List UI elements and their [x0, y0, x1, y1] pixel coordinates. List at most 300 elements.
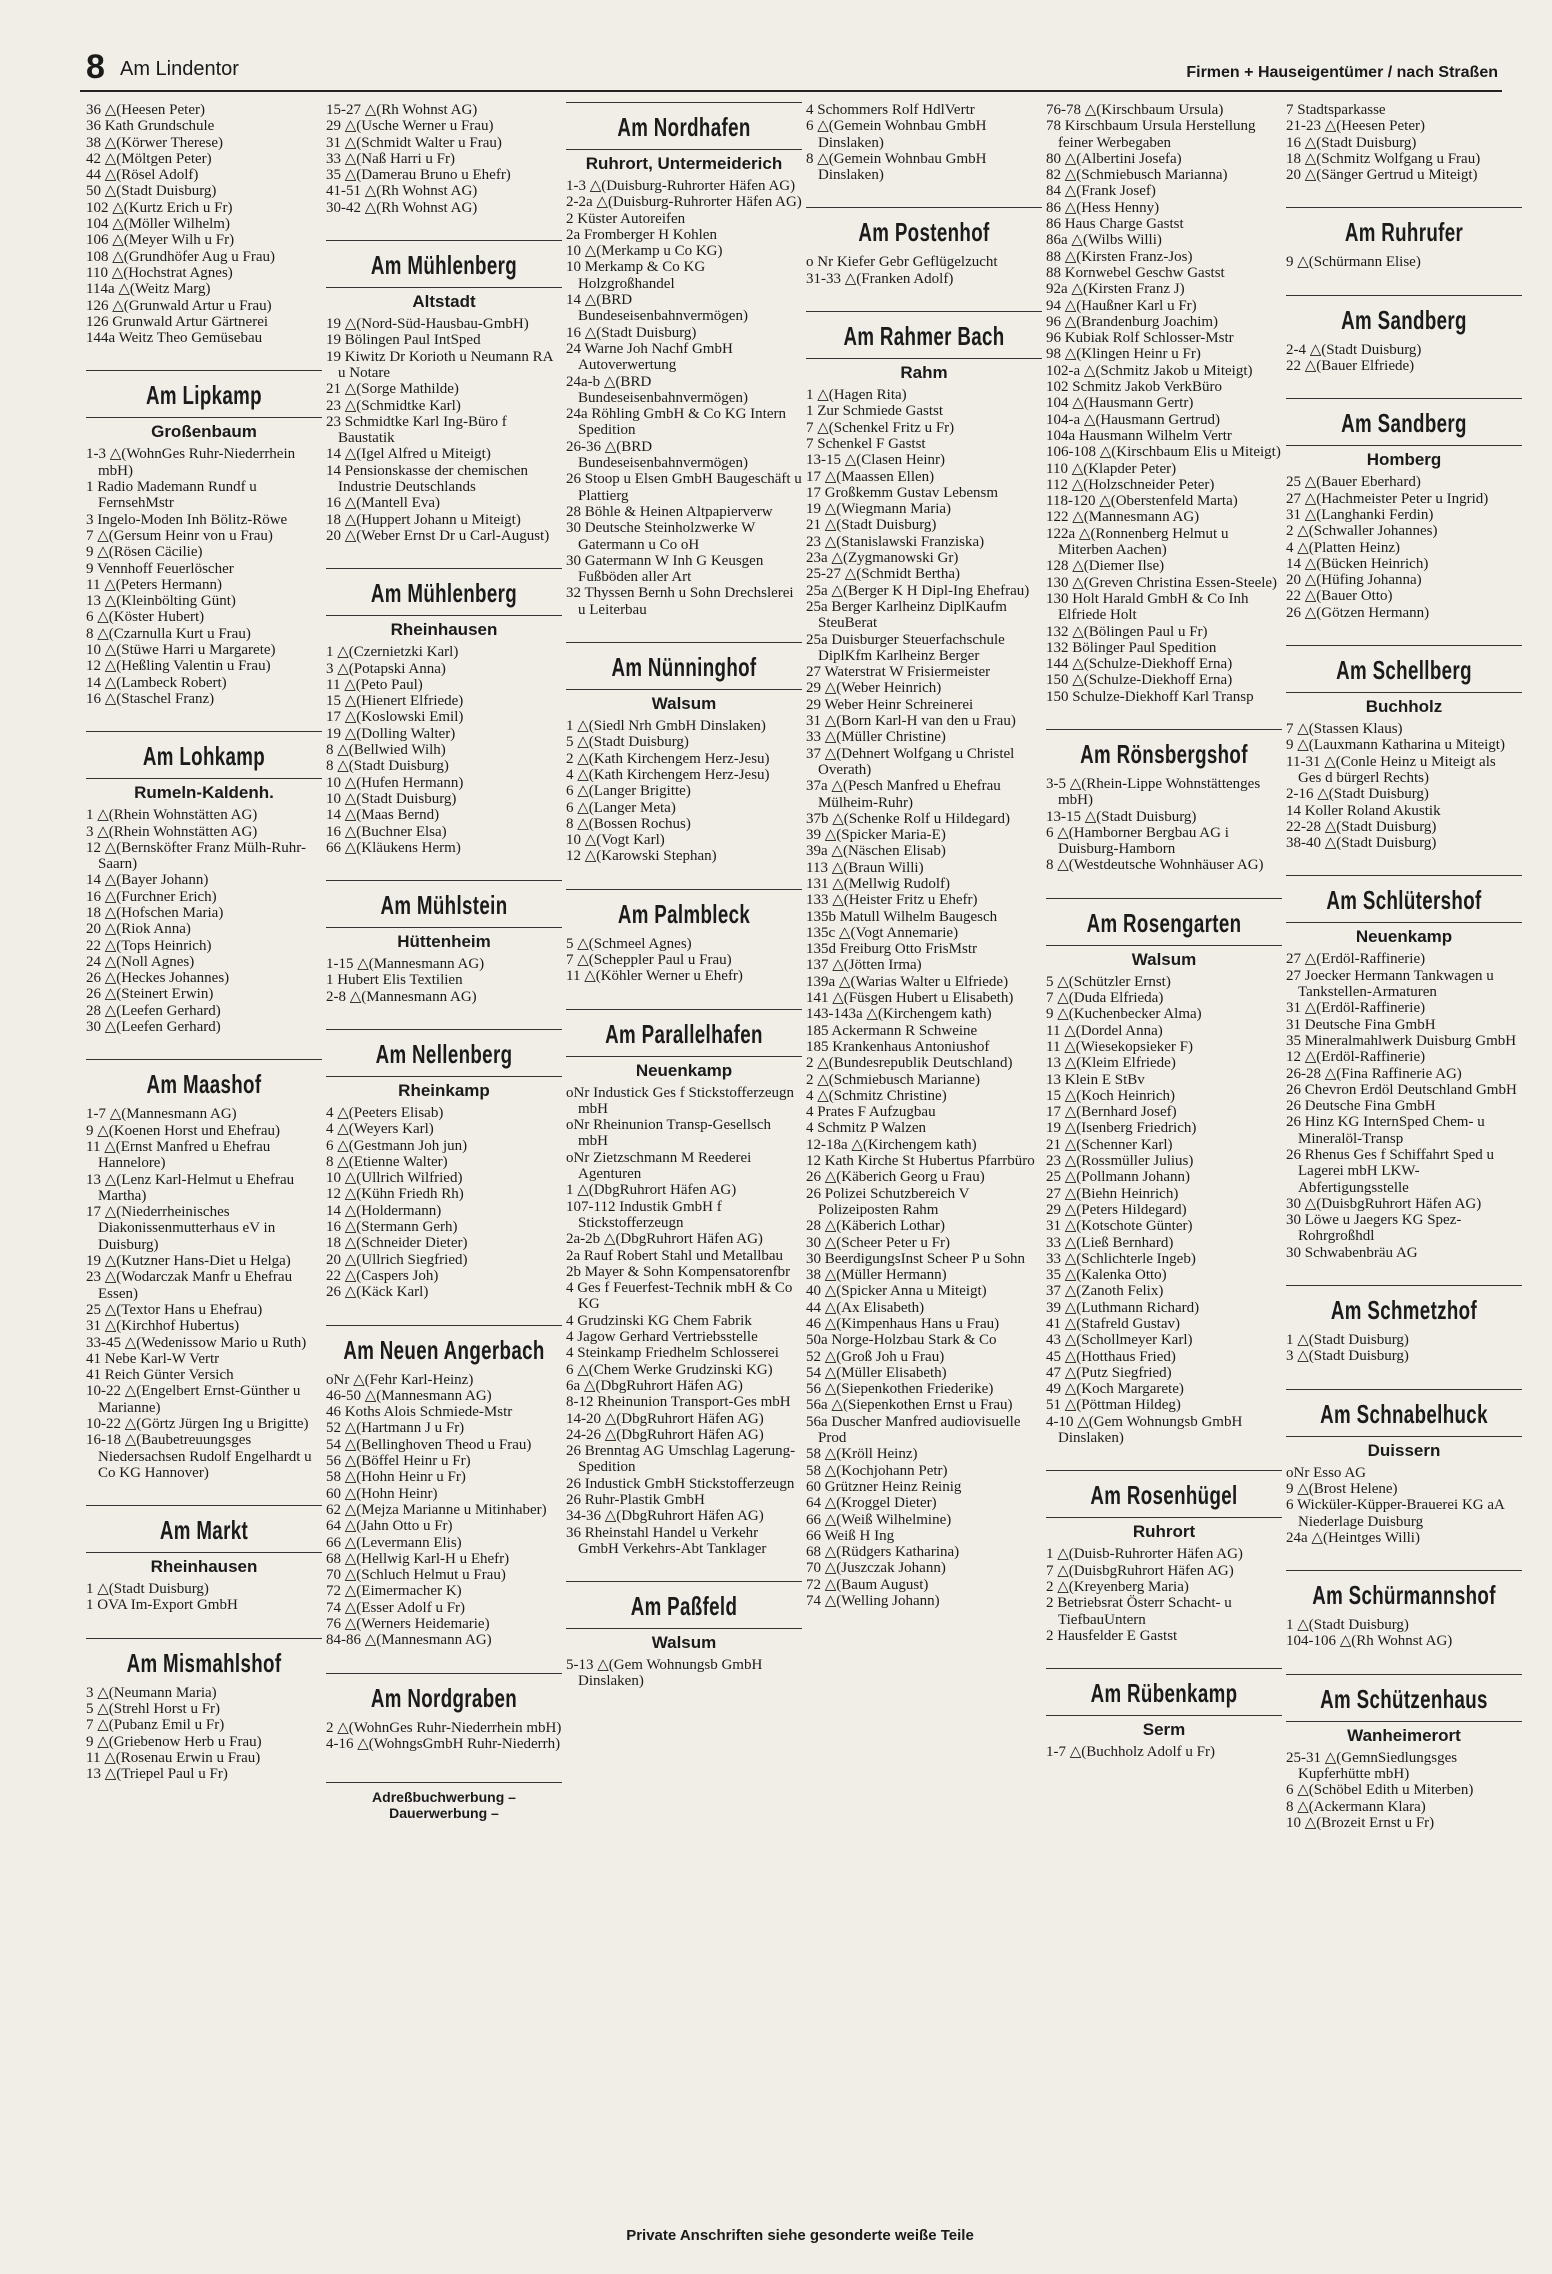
directory-entry: 39 △(Luthmann Richard): [1046, 1299, 1200, 1316]
directory-entry: 13 △(Lenz Karl-Helmut u Ehefrau Martha): [86, 1171, 295, 1204]
directory-entry: 66 Weiß H Ing: [806, 1527, 895, 1544]
directory-entry: 25-27 △(Schmidt Bertha): [806, 566, 961, 583]
directory-entry: 36 Kath Grundschule: [86, 118, 215, 135]
directory-entry: 9 Vennhoff Feuerlöscher: [86, 560, 234, 577]
directory-entry: 104-a △(Hausmann Gertrud): [1046, 411, 1220, 428]
directory-entry: 56a Duscher Manfred audiovisuelle Prod: [806, 1413, 1021, 1447]
directory-entry: 19 △(Dolling Walter): [326, 725, 456, 742]
directory-entry: 5 △(Schützler Ernst): [1046, 973, 1171, 990]
directory-entry: 3 △(Rhein Wohnstätten AG): [86, 823, 258, 840]
directory-entry: 26 Brenntag AG Umschlag Lagerung-Spedition: [566, 1443, 796, 1476]
directory-entry: 66 △(Levermann Elis): [326, 1534, 462, 1551]
directory-entry: 58 △(Kochjohann Petr): [806, 1462, 948, 1479]
directory-entry: 68 △(Hellwig Karl-H u Ehefr): [326, 1550, 510, 1567]
directory-entry: 1 △(Czernietzki Karl): [326, 644, 459, 661]
directory-entry: 30 Löwe u Jaegers KG Spez-Rohrgroßhdl: [1286, 1212, 1462, 1245]
street-block: [86, 1638, 322, 1783]
directory-entry: 4 Grudzinski KG Chem Fabrik: [566, 1312, 752, 1329]
directory-entry: 133 △(Heister Fritz u Ehefr): [806, 892, 978, 909]
directory-entry: 86 △(Hess Henny): [1046, 199, 1160, 216]
directory-entry: 137 △(Jötten Irma): [806, 957, 922, 974]
directory-entry: 108 △(Grundhöfer Aug u Frau): [86, 248, 276, 265]
directory-entry: 7 △(DuisbgRuhrort Häfen AG): [1046, 1562, 1234, 1579]
directory-entry: 130 △(Greven Christina Essen-Steele): [1046, 574, 1278, 591]
directory-entry: 12-18a △(Kirchengem kath): [806, 1136, 977, 1153]
directory-entry: 2 △(Schmiebusch Marianne): [806, 1071, 980, 1088]
column-2: [326, 102, 562, 2252]
directory-entry: 80 △(Albertini Josefa): [1046, 150, 1182, 167]
street-block: [1286, 398, 1522, 621]
street-title: Am Parallelhafen: [605, 1018, 763, 1049]
directory-entry: 16 △(Stadt Duisburg): [1286, 134, 1417, 151]
directory-entry: 26 Deutsche Fina GmbH: [1286, 1098, 1436, 1115]
directory-entry: oNr Zietzschmann M Reederei Agenturen: [566, 1149, 752, 1183]
directory-entry: 54 △(Bellinghoven Theod u Frau): [326, 1436, 532, 1453]
street-title: Am Lipkamp: [146, 380, 262, 411]
directory-entry: 9 △(Brost Helene): [1286, 1480, 1398, 1497]
street-title: Am Nordhafen: [617, 112, 751, 142]
street-title: Am Paßfeld: [630, 1591, 738, 1622]
directory-entry: 86 Haus Charge Gastst: [1046, 216, 1184, 233]
directory-entry: 20 △(Hüfing Johanna): [1286, 572, 1422, 589]
street-block: [326, 102, 562, 216]
directory-entry: 20 △(Sänger Gertrud u Miteigt): [1286, 167, 1478, 184]
directory-entry: 66 △(Kläukens Herm): [326, 839, 461, 856]
street-block: [566, 642, 802, 865]
street-title: Am Nünninghof: [611, 652, 757, 683]
directory-entry: 2b Mayer & Sohn Kompensatorenfbr: [566, 1263, 791, 1280]
street-title: Am Rübenkamp: [1090, 1678, 1238, 1709]
directory-entry: 8 △(Stadt Duisburg): [326, 758, 449, 775]
directory-entry: 37 △(Dehnert Wolfgang u Christel Overath): [806, 745, 1015, 778]
directory-entry: 7 △(Pubanz Emil u Fr): [86, 1717, 225, 1734]
directory-entry: 1-15 △(Mannesmann AG): [326, 956, 485, 973]
directory-entry: 26 △(Käck Karl): [326, 1284, 429, 1301]
directory-entry: 104 △(Hausmann Gertr): [1046, 395, 1194, 412]
directory-entry: 4 △(Weyers Karl): [326, 1121, 434, 1138]
directory-entry: 17 Großkemm Gustav Lebensm: [806, 484, 999, 501]
directory-entry: 10 Merkamp & Co KG Holzgroßhandel: [566, 259, 706, 292]
directory-entry: 41 Reich Günter Versich: [86, 1367, 234, 1384]
directory-entry: 96 △(Brandenburg Joachim): [1046, 313, 1219, 330]
directory-entry: 14 △(BRD Bundeseisenbahnvermögen): [566, 292, 748, 325]
directory-entry: 3 △(Stadt Duisburg): [1286, 1348, 1409, 1365]
street-title: Am Neuen Angerbach: [343, 1334, 545, 1365]
directory-entry: 10-22 △(Görtz Jürgen Ing u Brigitte): [86, 1416, 309, 1432]
street-block: [1046, 102, 1282, 705]
directory-entry: 46 Koths Alois Schmiede-Mstr: [326, 1404, 513, 1421]
directory-entry: 2-2a △(Duisburg-Ruhrorter Häfen AG): [566, 194, 802, 211]
directory-entry: 126 Grunwald Artur Gärtnerei: [86, 313, 269, 330]
directory-entry: 135b Matull Wilhelm Baugesch: [806, 908, 998, 925]
directory-entry: 74 △(Welling Johann): [806, 1593, 940, 1610]
directory-entry: 118-120 △(Oberstenfeld Marta): [1046, 493, 1238, 510]
directory-entry: 104-106 △(Rh Wohnst AG): [1286, 1633, 1453, 1650]
directory-entry: 6a △(DbgRuhrort Häfen AG): [566, 1377, 743, 1394]
street-block: [1046, 1470, 1282, 1644]
street-block: [326, 1029, 562, 1301]
directory-entry: 23a △(Zygmanowski Gr): [806, 550, 959, 567]
directory-entry: 22 △(Tops Heinrich): [86, 937, 212, 954]
directory-entry: 30 BeerdigungsInst Scheer P u Sohn: [806, 1250, 1026, 1267]
directory-entry: 6 △(Gestmann Joh jun): [326, 1137, 468, 1154]
directory-entry: 141 △(Füsgen Hubert u Elisabeth): [806, 990, 1014, 1007]
directory-entry: 44 △(Ax Elisabeth): [806, 1299, 925, 1316]
directory-entry: 6 △(Köster Hubert): [86, 609, 205, 626]
directory-entry: 25 △(Textor Hans u Ehefrau): [86, 1301, 263, 1318]
district-label: Ruhrort, Untermeiderich: [566, 149, 802, 174]
directory-entry: 31 Deutsche Fina GmbH: [1286, 1016, 1436, 1033]
street-title: Am Rosenhügel: [1090, 1480, 1238, 1511]
directory-entry: 17 △(Bernhard Josef): [1046, 1104, 1177, 1121]
directory-entry: 21 △(Stadt Duisburg): [806, 517, 937, 534]
directory-entry: 64 △(Kroggel Dieter): [806, 1495, 937, 1512]
directory-entry: 28 Böhle & Heinen Altpapierverw: [566, 503, 773, 520]
directory-entry: 13 Klein E StBv: [1046, 1071, 1145, 1088]
directory-entry: 7 △(Duda Elfrieda): [1046, 990, 1164, 1007]
directory-entry: 35 △(Damerau Bruno u Ehefr): [326, 167, 511, 184]
directory-entry: 106 △(Meyer Wilh u Fr): [86, 232, 235, 249]
directory-entry: 13-15 △(Clasen Heinr): [806, 452, 945, 469]
directory-entry: 33 △(Müller Christine): [806, 729, 946, 746]
street-title: Am Ruhrufer: [1344, 217, 1464, 248]
directory-entry: 30 Gatermann W Inh G Keusgen Fußböden aller Art: [566, 552, 764, 586]
street-block: [326, 880, 562, 1005]
directory-entry: 114a △(Weitz Marg): [86, 281, 211, 298]
directory-entry: 10 △(Brozeit Ernst u Fr): [1286, 1814, 1435, 1831]
directory-entry: 38 △(Müller Hermann): [806, 1267, 947, 1284]
directory-entry: 92a △(Kirsten Franz J): [1046, 281, 1185, 298]
street-title: Am Mühlstein: [380, 890, 508, 921]
directory-entry: 31 △(Kirchhof Hubertus): [86, 1318, 240, 1335]
directory-entry: 106-108 △(Kirschbaum Elis u Miteigt): [1046, 444, 1281, 461]
directory-entry: 29 △(Peters Hildegard): [1046, 1201, 1187, 1218]
directory-entry: 52 △(Groß Joh u Frau): [806, 1348, 945, 1365]
street-title: Am Mühlenberg: [370, 250, 518, 281]
directory-entry: 131 △(Mellwig Rudolf): [806, 875, 951, 892]
directory-entry: 5 △(Stadt Duisburg): [566, 734, 689, 751]
directory-entry: 2-4 △(Stadt Duisburg): [1286, 341, 1422, 358]
directory-entry: 47 △(Putz Siegfried): [1046, 1364, 1172, 1381]
directory-entry: 1 △(Rhein Wohnstätten AG): [86, 807, 258, 824]
directory-entry: 1 △(Stadt Duisburg): [86, 1581, 209, 1598]
directory-entry: 8 △(Gemein Wohnbau GmbH Dinslaken): [806, 150, 987, 184]
directory-entry: 4-10 △(Gem Wohnungsb GmbH Dinslaken): [1046, 1413, 1243, 1447]
directory-entry: 23 Schmidtke Karl Ing-Büro f Baustatik: [326, 413, 507, 447]
running-head-street: Am Lindentor: [120, 58, 239, 80]
column-1: [86, 102, 322, 2252]
directory-entry: 112 △(Holzschneider Peter): [1046, 476, 1215, 493]
directory-entry: 12 △(Erdöl-Raffinerie): [1286, 1049, 1426, 1066]
directory-entry: 46 △(Kimpenhaus Hans u Frau): [806, 1316, 1000, 1332]
directory-entry: 96 Kubiak Rolf Schlosser-Mstr: [1046, 330, 1234, 347]
column-5: [1046, 102, 1282, 2252]
directory-entry: 49 △(Koch Margarete): [1046, 1381, 1184, 1398]
directory-entry: 13 △(Triepel Paul u Fr): [86, 1766, 228, 1783]
directory-entry: 34-36 △(DbgRuhrort Häfen AG): [566, 1508, 764, 1525]
district-label: Walsum: [1046, 945, 1282, 970]
column-4: [806, 102, 1042, 2252]
directory-entry: 24-26 △(DbgRuhrort Häfen AG): [566, 1426, 764, 1443]
directory-entry: 36 Rheinstahl Handel u Verkehr GmbH Verkehrs-Abt Tanklager: [566, 1524, 767, 1557]
directory-entry: 16 △(Staschel Franz): [86, 690, 215, 707]
directory-entry: 4 Schmitz P Walzen: [806, 1120, 927, 1137]
directory-entry: 78 Kirschbaum Ursula Herstellung feiner Werbegaben: [1046, 118, 1256, 151]
directory-entry: 26 Stoop u Elsen GmbH Baugeschäft u Plattierg: [566, 471, 802, 504]
directory-entry: 12 Kath Kirche St Hubertus Pfarrbüro: [806, 1153, 1035, 1170]
directory-entry: 4 Steinkamp Friedhelm Schlosserei: [566, 1345, 779, 1362]
street-title: Am Schützenhaus: [1320, 1683, 1488, 1714]
directory-entry: 2a Fromberger H Kohlen: [566, 226, 717, 243]
directory-entry: 98 △(Klingen Heinr u Fr): [1046, 346, 1201, 363]
directory-entry: 41-51 △(Rh Wohnst AG): [326, 183, 478, 200]
district-label: Rumeln-Kaldenh.: [86, 778, 322, 803]
directory-entry: 122 △(Mannesmann AG): [1046, 509, 1200, 526]
directory-entry: 2-16 △(Stadt Duisburg): [1286, 786, 1429, 803]
directory-entry: 3-5 △(Rhein-Lippe Wohnstättenges mbH): [1046, 775, 1261, 809]
street-title: Am Sandberg: [1341, 408, 1467, 439]
directory-entry: 21 △(Schenner Karl): [1046, 1136, 1173, 1153]
directory-entry: 31 △(Langhanki Ferdin): [1286, 506, 1434, 523]
directory-entry: 1-7 △(Buchholz Adolf u Fr): [1046, 1744, 1216, 1761]
street-block: [1286, 295, 1522, 375]
directory-entry: 6 △(Hamborner Bergbau AG i Duisburg-Hamborn: [1046, 824, 1229, 858]
directory-entry: 4 △(Kath Kirchengem Herz-Jesu): [566, 766, 770, 783]
street-block: [1286, 645, 1522, 851]
street-title: Am Mismahlshof: [126, 1647, 282, 1678]
directory-entry: 12 △(Bernsköfter Franz Mülh-Ruhr-Saarn): [86, 839, 306, 873]
street-title: Am Markt: [159, 1515, 249, 1546]
street-title: Am Schnabelhuck: [1320, 1398, 1488, 1429]
directory-entry: 37b △(Schenke Rolf u Hildegard): [806, 810, 1010, 827]
directory-entry: 30 △(DuisbgRuhrort Häfen AG): [1286, 1195, 1482, 1212]
directory-entry: 29 △(Usche Werner u Frau): [326, 118, 494, 135]
directory-entry: 25a Duisburger Steuerfachschule DiplKfm Karlheinz Berger: [806, 631, 1005, 664]
directory-entry: 11 △(Dordel Anna): [1046, 1022, 1163, 1039]
directory-entry: 122a △(Ronnenberg Helmut u Miterben Aachen): [1046, 525, 1229, 559]
directory-entry: 60 △(Hohn Heinr): [326, 1485, 438, 1502]
column-3: [566, 102, 802, 2252]
street-block: [1286, 1674, 1522, 1831]
directory-entry: 14 △(Maas Bernd): [326, 807, 440, 824]
street-block: [326, 568, 562, 856]
directory-entry: 25 △(Pollmann Johann): [1046, 1169, 1191, 1186]
district-label: Rheinkamp: [326, 1076, 562, 1101]
directory-entry: 22-28 △(Stadt Duisburg): [1286, 818, 1437, 835]
directory-entry: 113 △(Braun Willi): [806, 859, 924, 876]
directory-entry: 2 △(Bundesrepublik Deutschland): [806, 1055, 1013, 1072]
directory-entry: 28 △(Leefen Gerhard): [86, 1002, 221, 1019]
directory-entry: 14 △(Holdermann): [326, 1202, 442, 1219]
directory-entry: 26 △(Götzen Hermann): [1286, 604, 1430, 621]
directory-entry: 26 △(Steinert Erwin): [86, 986, 214, 1003]
directory-entry: 10 △(Stüwe Harri u Margarete): [86, 642, 276, 659]
district-label: Neuenkamp: [1286, 922, 1522, 947]
directory-entry: 6 △(Chem Werke Grudzinski KG): [566, 1361, 773, 1378]
street-block: [806, 102, 1042, 183]
directory-entry: 70 △(Juszczak Johann): [806, 1560, 946, 1577]
street-title: Am Schmetzhof: [1330, 1295, 1478, 1326]
directory-entry: 107-112 Industik GmbH f Stickstofferzeugn: [566, 1198, 722, 1231]
directory-entry: 26 Polizei Schutzbereich V Polizeiposten Rahm: [806, 1185, 970, 1218]
directory-entry: 7 △(Stassen Klaus): [1286, 721, 1403, 738]
directory-entry: 10 △(Merkamp u Co KG): [566, 243, 723, 260]
directory-entry: 37 △(Zanoth Felix): [1046, 1283, 1164, 1300]
footer-note: Private Anschriften siehe gesonderte weiße Teile: [626, 2227, 974, 2244]
street-block: [1286, 207, 1522, 270]
directory-entry: 14 △(Bücken Heinrich): [1286, 555, 1429, 572]
directory-entry: 4-16 △(WohngsGmbH Ruhr-Niederrh): [326, 1735, 561, 1752]
directory-entry: 18 △(Schmitz Wolfgang u Frau): [1286, 150, 1481, 167]
directory-entry: 20 △(Ullrich Siegfried): [326, 1251, 468, 1268]
directory-entry: 13-15 △(Stadt Duisburg): [1046, 808, 1197, 825]
directory-entry: 139a △(Warias Walter u Elfriede): [806, 973, 1009, 990]
street-block: [86, 731, 322, 1035]
directory-entry: 6 △(Langer Meta): [566, 799, 676, 816]
directory-entry: 5 △(Schmeel Agnes): [566, 935, 692, 952]
directory-entry: 39 △(Spicker Maria-E): [806, 827, 946, 844]
directory-entry: 8 △(Westdeutsche Wohnhäuser AG): [1046, 857, 1264, 874]
directory-entry: 14 △(Igel Alfred u Miteigt): [326, 446, 491, 463]
directory-entry: 17 △(Maassen Ellen): [806, 468, 935, 485]
directory-entry: 68 △(Rüdgers Katharina): [806, 1544, 960, 1561]
directory-entry: 88 △(Kirsten Franz-Jos): [1046, 248, 1193, 265]
directory-entry: oNr Industick Ges f Stickstofferzeugn mbH: [566, 1084, 795, 1117]
directory-entry: 4 Prates F Aufzugbau: [806, 1104, 936, 1121]
directory-entry: 126 △(Grunwald Artur u Frau): [86, 297, 272, 314]
street-title: Am Nordgraben: [370, 1682, 518, 1713]
directory-entry: 10 △(Vogt Karl): [566, 832, 665, 849]
directory-entry: 135c △(Vogt Annemarie): [806, 924, 959, 941]
directory-entry: oNr Rheinunion Transp-Gesellsch mbH: [566, 1117, 771, 1150]
directory-entry: 1 Zur Schmiede Gastst: [806, 403, 944, 420]
district-label: Altstadt: [326, 287, 562, 312]
directory-entry: 76-78 △(Kirschbaum Ursula): [1046, 102, 1224, 118]
directory-entry: 31-33 △(Franken Adolf): [806, 270, 954, 287]
directory-entry: 2 △(Schwaller Johannes): [1286, 523, 1438, 540]
directory-entry: 22 △(Bauer Otto): [1286, 588, 1393, 605]
street-block: [326, 1673, 562, 1753]
directory-entry: 150 Schulze-Diekhoff Karl Transp: [1046, 688, 1254, 705]
directory-entry: 6 Wicküler-Küpper-Brauerei KG aA Niederlage Duisburg: [1286, 1497, 1505, 1530]
directory-entry: 1 △(Stadt Duisburg): [1286, 1332, 1409, 1349]
directory-entry: 24 △(Noll Agnes): [86, 953, 195, 970]
directory-entry: 25-31 △(GemnSiedlungsges Kupferhütte mbH): [1286, 1749, 1458, 1783]
directory-entry: 12 △(Heßling Valentin u Frau): [86, 658, 271, 675]
directory-entry: 19 △(Nord-Süd-Hausbau-GmbH): [326, 316, 529, 333]
directory-entry: 26 Hinz KG InternSped Chem- u Mineralöl-Transp: [1286, 1114, 1485, 1147]
street-title: Am Schürmannshof: [1312, 1580, 1496, 1611]
directory-entry: 6 △(Gemein Wohnbau GmbH Dinslaken): [806, 118, 987, 151]
directory-entry: 4 Jagow Gerhard Vertriebsstelle: [566, 1329, 758, 1346]
directory-entry: 23 △(Schmidtke Karl): [326, 397, 461, 414]
district-label: Serm: [1046, 1715, 1282, 1740]
directory-entry: 15 △(Hienert Elfriede): [326, 693, 464, 710]
district-label: Walsum: [566, 1628, 802, 1653]
street-block: [86, 1505, 322, 1614]
directory-entry: 60 Grützner Heinz Reinig: [806, 1478, 962, 1495]
directory-entry: 15-27 △(Rh Wohnst AG): [326, 102, 478, 118]
directory-entry: 16 △(Mantell Eva): [326, 495, 441, 512]
district-label: Buchholz: [1286, 692, 1522, 717]
directory-entry: 102 Schmitz Jakob VerkBüro: [1046, 379, 1222, 396]
directory-entry: 27 △(Hachmeister Peter u Ingrid): [1286, 490, 1489, 507]
directory-entry: 31 △(Schmidt Walter u Frau): [326, 134, 502, 151]
street-block: [806, 311, 1042, 1609]
directory-entry: 36 △(Heesen Peter): [86, 102, 205, 118]
directory-entry: 41 Nebe Karl-W Vertr: [86, 1350, 220, 1367]
directory-entry: 20 △(Riok Anna): [86, 921, 191, 938]
street-block: [1286, 1389, 1522, 1546]
directory-entry: 56a △(Siepenkothen Ernst u Frau): [806, 1397, 1013, 1414]
directory-entry: 102-a △(Schmitz Jakob u Miteigt): [1046, 362, 1253, 379]
directory-entry: 64 △(Jahn Otto u Fr): [326, 1518, 453, 1535]
directory-entry: 23 △(Wodarczak Manfr u Ehefrau Essen): [86, 1269, 293, 1302]
directory-entry: 26 Ruhr-Plastik GmbH: [566, 1492, 705, 1508]
directory-entry: 30 △(Scheer Peter u Fr): [806, 1234, 950, 1251]
directory-entry: 25a Berger Karlheinz DiplKaufm SteuBerat: [806, 598, 1007, 632]
directory-entry: 50a Norge-Holzbau Stark & Co: [806, 1332, 997, 1349]
directory-entry: oNr Esso AG: [1286, 1464, 1367, 1481]
directory-entry: 31 △(Kotschote Günter): [1046, 1218, 1193, 1235]
directory-entry: 19 Bölingen Paul IntSped: [326, 332, 481, 349]
directory-entry: 51 △(Pöttman Hildeg): [1046, 1397, 1181, 1414]
directory-entry: 1 Hubert Elis Textilien: [326, 972, 463, 989]
directory-entry: oNr △(Fehr Karl-Heinz): [326, 1371, 474, 1388]
directory-entry: 22 △(Caspers Joh): [326, 1267, 439, 1284]
directory-entry: 128 △(Diemer Ilse): [1046, 558, 1165, 575]
directory-entry: 12 △(Karowski Stephan): [566, 848, 717, 865]
directory-entry: 1 OVA Im-Export GmbH: [86, 1597, 238, 1614]
directory-entry: 4 △(Schmitz Christine): [806, 1087, 947, 1104]
directory-entry: 54 △(Müller Elisabeth): [806, 1364, 947, 1381]
directory-entry: 4 △(Platten Heinz): [1286, 539, 1401, 556]
directory-entry: 16-18 △(Baubetreuungsges Niedersachsen Rudolf Engelhardt u Co KG Hannover): [86, 1432, 312, 1481]
directory-entry: 14 Koller Roland Akustik: [1286, 802, 1441, 819]
directory-entry: 2 △(WohnGes Ruhr-Niederrhein mbH): [326, 1719, 562, 1736]
directory-entry: 12 △(Kühn Friedh Rh): [326, 1186, 464, 1203]
directory-entry: 22 △(Bauer Elfriede): [1286, 358, 1415, 375]
directory-entry: 8 △(Bellwied Wilh): [326, 742, 446, 759]
street-title: Am Lohkamp: [142, 741, 266, 772]
directory-entry: 3 △(Potapski Anna): [326, 660, 446, 677]
directory-entry: 35 △(Kalenka Otto): [1046, 1267, 1167, 1284]
directory-entry: 40 △(Spicker Anna u Miteigt): [806, 1283, 987, 1300]
street-title: Am Rönsbergshof: [1080, 738, 1248, 769]
directory-entry: 11 △(Rosenau Erwin u Frau): [86, 1749, 261, 1766]
street-title: Am Rahmer Bach: [843, 321, 1005, 352]
directory-entry: 25 △(Bauer Eberhard): [1286, 474, 1421, 491]
directory-entry: 19 △(Kutzner Hans-Diet u Helga): [86, 1253, 291, 1270]
directory-entry: 24a Röhling GmbH & Co KG Intern Spedition: [566, 406, 786, 439]
directory-entry: 31 △(Born Karl-H van den u Frau): [806, 713, 1016, 730]
directory-entry: 2 Hausfelder E Gastst: [1046, 1627, 1178, 1644]
directory-entry: 28 △(Käberich Lothar): [806, 1218, 945, 1235]
directory-entry: 132 △(Bölingen Paul u Fr): [1046, 623, 1208, 640]
directory-entry: 62 △(Mejza Marianne u Mitinhaber): [326, 1501, 547, 1518]
directory-entry: 23 △(Stanislawski Franziska): [806, 533, 985, 550]
directory-entry: 42 △(Möltgen Peter): [86, 150, 212, 167]
directory-entry: 10 △(Hufen Hermann): [326, 774, 464, 791]
directory-entry: 19 △(Wiegmann Maria): [806, 501, 952, 518]
directory-entry: 18 △(Schneider Dieter): [326, 1235, 468, 1252]
district-label: Rheinhausen: [326, 615, 562, 640]
district-label: Rheinhausen: [86, 1552, 322, 1577]
directory-entry: 14-20 △(DbgRuhrort Häfen AG): [566, 1410, 764, 1427]
street-block: [1286, 1570, 1522, 1650]
directory-entry: 135d Freiburg Otto FrisMstr: [806, 941, 977, 958]
directory-entry: 44 △(Rösel Adolf): [86, 167, 199, 184]
